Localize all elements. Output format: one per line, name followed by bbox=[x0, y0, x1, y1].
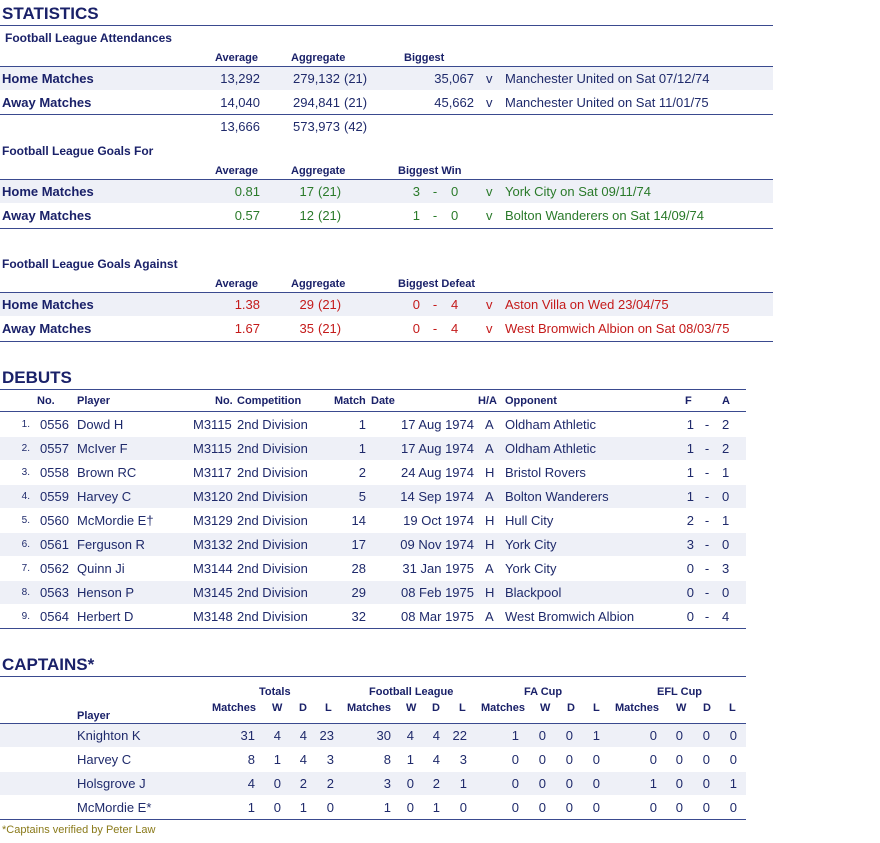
captain-stat-w: 0 bbox=[406, 800, 414, 815]
subheader-matches: Matches bbox=[615, 702, 660, 714]
captain-stat-w: 0 bbox=[406, 776, 414, 791]
score-against: 0 bbox=[451, 208, 459, 223]
row-label: Away Matches bbox=[2, 208, 92, 223]
aggregate-value: 294,841 bbox=[293, 95, 340, 110]
match-date: 09 Nov 1974 bbox=[400, 537, 474, 552]
goals-for-average-header: Average bbox=[215, 165, 259, 177]
group-efl-cup: EFL Cup bbox=[657, 686, 703, 698]
competition: 2nd Division bbox=[237, 489, 308, 504]
match-count: 5 bbox=[358, 489, 366, 504]
captain-stat-matches: 0 bbox=[649, 752, 657, 767]
captain-stat-matches: 31 bbox=[240, 728, 255, 743]
score-dash: - bbox=[704, 537, 710, 552]
match-count: 29 bbox=[351, 585, 366, 600]
player-number: 0561 bbox=[40, 537, 69, 552]
subheader-d: D bbox=[703, 702, 711, 714]
goals-against-title: Football League Goals Against bbox=[2, 257, 178, 271]
biggest-detail: Bolton Wanderers on Sat 14/09/74 bbox=[505, 208, 704, 223]
score-against: 1 bbox=[722, 465, 730, 480]
captain-stat-d: 0 bbox=[702, 800, 710, 815]
captain-stat-w: 4 bbox=[406, 728, 414, 743]
captain-name: McMordie E* bbox=[77, 800, 152, 815]
subheader-w: W bbox=[676, 702, 687, 714]
player-name: Dowd H bbox=[77, 417, 124, 432]
home-away: A bbox=[485, 561, 494, 576]
versus-label: v bbox=[486, 321, 493, 336]
score-against: 4 bbox=[451, 321, 459, 336]
subheader-w: W bbox=[272, 702, 283, 714]
subheader-d: D bbox=[567, 702, 575, 714]
captain-stat-l: 0 bbox=[592, 752, 600, 767]
home-away: A bbox=[485, 417, 494, 432]
row-index: 2. bbox=[21, 443, 30, 454]
captain-stat-l: 3 bbox=[459, 752, 467, 767]
player-number: 0562 bbox=[40, 561, 69, 576]
captain-stat-w: 4 bbox=[273, 728, 281, 743]
score-for: 0 bbox=[412, 297, 420, 312]
captain-stat-l: 2 bbox=[326, 776, 334, 791]
captain-stat-w: 0 bbox=[675, 752, 683, 767]
attendance-biggest-header: Biggest bbox=[404, 52, 445, 64]
player-name: Ferguson R bbox=[77, 537, 145, 552]
captain-stat-l: 0 bbox=[592, 800, 600, 815]
match-date: 14 Sep 1974 bbox=[400, 489, 474, 504]
captain-stat-matches: 1 bbox=[247, 800, 255, 815]
home-away: A bbox=[485, 441, 494, 456]
row-label: Away Matches bbox=[2, 321, 92, 336]
versus-label: v bbox=[486, 184, 493, 199]
biggest-detail: Manchester United on Sat 11/01/75 bbox=[505, 95, 709, 110]
total-aggregate: 573,973 bbox=[293, 119, 340, 134]
group-football-league: Football League bbox=[369, 686, 454, 698]
captain-stat-matches: 30 bbox=[376, 728, 391, 743]
title-rule bbox=[0, 25, 773, 26]
captain-stat-l: 1 bbox=[592, 728, 600, 743]
captain-stat-l: 1 bbox=[459, 776, 467, 791]
captain-stat-matches: 0 bbox=[511, 800, 519, 815]
match-number: M3120 bbox=[193, 489, 233, 504]
captain-stat-matches: 0 bbox=[649, 800, 657, 815]
competition: 2nd Division bbox=[237, 441, 308, 456]
score-against: 3 bbox=[722, 561, 730, 576]
attendance-aggregate-header: Aggregate bbox=[291, 52, 346, 64]
match-date: 17 Aug 1974 bbox=[400, 441, 474, 456]
captain-stat-d: 1 bbox=[299, 800, 307, 815]
captain-stat-matches: 3 bbox=[383, 776, 391, 791]
subheader-l: L bbox=[729, 702, 736, 714]
captain-stat-w: 0 bbox=[538, 752, 546, 767]
score-dash: - bbox=[432, 297, 438, 312]
captain-stat-d: 0 bbox=[702, 776, 710, 791]
subheader-w: W bbox=[540, 702, 551, 714]
versus-label: v bbox=[486, 95, 493, 110]
captain-stat-d: 1 bbox=[432, 800, 440, 815]
player-name: Herbert D bbox=[77, 609, 134, 624]
captain-stat-l: 3 bbox=[326, 752, 334, 767]
match-number: M3148 bbox=[193, 609, 233, 624]
attendance-average-header: Average bbox=[215, 52, 259, 64]
row-index: 3. bbox=[21, 467, 30, 478]
row-index: 6. bbox=[21, 539, 30, 550]
player-name: McMordie E† bbox=[77, 513, 154, 528]
subheader-matches: Matches bbox=[481, 702, 526, 714]
score-dash: - bbox=[704, 585, 710, 600]
score-dash: - bbox=[432, 208, 438, 223]
score-against: 2 bbox=[722, 417, 730, 432]
score-against: 0 bbox=[722, 489, 730, 504]
biggest-detail: York City on Sat 09/11/74 bbox=[505, 184, 651, 199]
match-number: M3117 bbox=[193, 465, 232, 480]
captain-stat-d: 0 bbox=[565, 776, 573, 791]
versus-label: v bbox=[486, 297, 493, 312]
home-away: H bbox=[485, 513, 495, 528]
captain-stat-matches: 1 bbox=[511, 728, 519, 743]
player-name: Henson P bbox=[77, 585, 135, 600]
captain-stat-l: 22 bbox=[452, 728, 467, 743]
player-name: Quinn Ji bbox=[77, 561, 125, 576]
competition: 2nd Division bbox=[237, 465, 308, 480]
captain-name: Knighton K bbox=[77, 728, 141, 743]
captain-stat-matches: 8 bbox=[383, 752, 391, 767]
home-away: H bbox=[485, 537, 495, 552]
biggest-detail: Aston Villa on Wed 23/04/75 bbox=[505, 297, 669, 312]
captain-stat-l: 1 bbox=[729, 776, 737, 791]
captain-stat-matches: 1 bbox=[383, 800, 391, 815]
versus-label: v bbox=[486, 71, 493, 86]
match-number: M3145 bbox=[193, 585, 233, 600]
captain-stat-w: 0 bbox=[538, 800, 546, 815]
subheader-d: D bbox=[299, 702, 307, 714]
header-a: A bbox=[722, 395, 730, 407]
player-number: 0564 bbox=[40, 609, 69, 624]
header-competition: Competition bbox=[237, 395, 302, 407]
score-dash: - bbox=[432, 184, 438, 199]
match-count: 1 bbox=[358, 417, 366, 432]
match-date: 08 Feb 1975 bbox=[400, 585, 474, 600]
aggregate-value: 12 bbox=[299, 208, 314, 223]
opponent: Hull City bbox=[505, 513, 554, 528]
captain-stat-l: 23 bbox=[319, 728, 334, 743]
average-value: 1.38 bbox=[234, 297, 260, 312]
aggregate-value: 279,132 bbox=[293, 71, 340, 86]
score-for: 1 bbox=[686, 489, 694, 504]
score-dash: - bbox=[704, 417, 710, 432]
captain-stat-matches: 4 bbox=[247, 776, 255, 791]
match-number: M3132 bbox=[193, 537, 233, 552]
header-match-no: No. bbox=[215, 395, 233, 407]
score-dash: - bbox=[432, 321, 438, 336]
match-count: 28 bbox=[351, 561, 366, 576]
captain-stat-l: 0 bbox=[729, 728, 737, 743]
games-count: (21) bbox=[344, 95, 368, 110]
aggregate-value: 29 bbox=[299, 297, 314, 312]
subheader-l: L bbox=[459, 702, 466, 714]
games-count: (21) bbox=[344, 71, 368, 86]
score-dash: - bbox=[704, 465, 710, 480]
games-count: (21) bbox=[318, 321, 342, 336]
captain-stat-d: 2 bbox=[432, 776, 440, 791]
subheader-matches: Matches bbox=[347, 702, 392, 714]
captain-stat-w: 0 bbox=[273, 776, 281, 791]
row-label: Away Matches bbox=[2, 95, 92, 110]
header-player: Player bbox=[77, 710, 111, 722]
subheader-l: L bbox=[325, 702, 332, 714]
header-player: Player bbox=[77, 395, 111, 407]
subheader-matches: Matches bbox=[212, 702, 257, 714]
match-count: 32 bbox=[351, 609, 366, 624]
biggest-detail: West Bromwich Albion on Sat 08/03/75 bbox=[505, 321, 730, 336]
score-against: 0 bbox=[722, 585, 730, 600]
player-number: 0559 bbox=[40, 489, 69, 504]
captain-stat-w: 0 bbox=[675, 800, 683, 815]
games-count: (21) bbox=[318, 208, 342, 223]
captain-stat-d: 0 bbox=[702, 728, 710, 743]
opponent: York City bbox=[505, 537, 557, 552]
subheader-l: L bbox=[593, 702, 600, 714]
games-count: (21) bbox=[318, 297, 342, 312]
captain-stat-d: 4 bbox=[299, 752, 307, 767]
score-against: 2 bbox=[722, 441, 730, 456]
competition: 2nd Division bbox=[237, 417, 308, 432]
match-date: 31 Jan 1975 bbox=[402, 561, 474, 576]
match-count: 2 bbox=[358, 465, 366, 480]
row-index: 9. bbox=[21, 611, 30, 622]
statistics-title: STATISTICS bbox=[2, 4, 99, 23]
home-away: A bbox=[485, 609, 494, 624]
row-label: Home Matches bbox=[2, 184, 94, 199]
score-dash: - bbox=[704, 561, 710, 576]
match-number: M3115 bbox=[193, 417, 232, 432]
goals-against-average-header: Average bbox=[215, 278, 259, 290]
score-for: 1 bbox=[412, 208, 420, 223]
opponent: Bolton Wanderers bbox=[505, 489, 609, 504]
player-number: 0563 bbox=[40, 585, 69, 600]
score-for: 3 bbox=[686, 537, 694, 552]
match-number: M3144 bbox=[193, 561, 233, 576]
header-match: Match bbox=[334, 395, 366, 407]
competition: 2nd Division bbox=[237, 537, 308, 552]
score-for: 0 bbox=[412, 321, 420, 336]
header-f: F bbox=[685, 395, 692, 407]
match-number: M3115 bbox=[193, 441, 232, 456]
captain-stat-l: 0 bbox=[326, 800, 334, 815]
score-for: 0 bbox=[686, 561, 694, 576]
captain-stat-w: 1 bbox=[273, 752, 281, 767]
match-count: 17 bbox=[351, 537, 366, 552]
score-dash: - bbox=[704, 489, 710, 504]
total-games: (42) bbox=[344, 119, 368, 134]
header-opponent: Opponent bbox=[505, 395, 557, 407]
attendance-title: Football League Attendances bbox=[5, 31, 172, 45]
player-number: 0557 bbox=[40, 441, 69, 456]
average-value: 13,292 bbox=[220, 71, 260, 86]
opponent: Bristol Rovers bbox=[505, 465, 586, 480]
score-for: 3 bbox=[412, 184, 420, 199]
captain-stat-l: 0 bbox=[459, 800, 467, 815]
group-totals: Totals bbox=[259, 686, 291, 698]
header-date: Date bbox=[371, 395, 395, 407]
score-against: 4 bbox=[722, 609, 730, 624]
match-date: 08 Mar 1975 bbox=[401, 609, 474, 624]
average-value: 0.57 bbox=[234, 208, 260, 223]
captain-stat-matches: 0 bbox=[511, 752, 519, 767]
games-count: (21) bbox=[318, 184, 342, 199]
captain-stat-w: 0 bbox=[273, 800, 281, 815]
aggregate-value: 17 bbox=[299, 184, 314, 199]
opponent: York City bbox=[505, 561, 557, 576]
goals-against-aggregate-header: Aggregate bbox=[291, 278, 346, 290]
captain-stat-w: 0 bbox=[538, 728, 546, 743]
row-label: Home Matches bbox=[2, 71, 94, 86]
opponent: Blackpool bbox=[505, 585, 562, 600]
competition: 2nd Division bbox=[237, 585, 308, 600]
score-against: 0 bbox=[451, 184, 459, 199]
captain-stat-l: 0 bbox=[729, 800, 737, 815]
row-index: 4. bbox=[21, 491, 30, 502]
score-for: 0 bbox=[686, 585, 694, 600]
score-for: 1 bbox=[686, 465, 694, 480]
captain-stat-d: 0 bbox=[565, 800, 573, 815]
home-away: H bbox=[485, 465, 495, 480]
captain-stat-d: 0 bbox=[702, 752, 710, 767]
goals-for-aggregate-header: Aggregate bbox=[291, 165, 346, 177]
match-number: M3129 bbox=[193, 513, 233, 528]
biggest-value: 45,662 bbox=[434, 95, 474, 110]
row-index: 7. bbox=[21, 563, 30, 574]
match-date: 17 Aug 1974 bbox=[400, 417, 474, 432]
opponent: Oldham Athletic bbox=[505, 417, 597, 432]
score-for: 0 bbox=[686, 609, 694, 624]
score-dash: - bbox=[704, 513, 710, 528]
score-for: 2 bbox=[686, 513, 694, 528]
captain-stat-w: 0 bbox=[675, 728, 683, 743]
total-average: 13,666 bbox=[220, 119, 260, 134]
aggregate-value: 35 bbox=[299, 321, 314, 336]
debuts-title: DEBUTS bbox=[2, 368, 72, 387]
captain-stat-l: 0 bbox=[729, 752, 737, 767]
score-for: 1 bbox=[686, 441, 694, 456]
captain-stat-matches: 0 bbox=[649, 728, 657, 743]
captain-name: Holsgrove J bbox=[77, 776, 146, 791]
average-value: 14,040 bbox=[220, 95, 260, 110]
score-against: 1 bbox=[722, 513, 730, 528]
opponent: Oldham Athletic bbox=[505, 441, 597, 456]
score-dash: - bbox=[704, 441, 710, 456]
goals-for-title: Football League Goals For bbox=[2, 144, 154, 158]
score-against: 4 bbox=[451, 297, 459, 312]
captains-title: CAPTAINS* bbox=[2, 655, 95, 674]
match-date: 24 Aug 1974 bbox=[400, 465, 474, 480]
group-fa-cup: FA Cup bbox=[524, 686, 563, 698]
score-dash: - bbox=[704, 609, 710, 624]
home-away: H bbox=[485, 585, 495, 600]
header-ha: H/A bbox=[478, 395, 497, 407]
row-index: 8. bbox=[21, 587, 30, 598]
biggest-value: 35,067 bbox=[434, 71, 474, 86]
competition: 2nd Division bbox=[237, 513, 308, 528]
player-number: 0556 bbox=[40, 417, 69, 432]
captain-stat-d: 0 bbox=[565, 752, 573, 767]
captain-stat-d: 2 bbox=[299, 776, 307, 791]
captain-stat-d: 0 bbox=[565, 728, 573, 743]
match-date: 19 Oct 1974 bbox=[403, 513, 474, 528]
subheader-d: D bbox=[432, 702, 440, 714]
captain-stat-matches: 0 bbox=[511, 776, 519, 791]
captain-stat-d: 4 bbox=[299, 728, 307, 743]
captain-stat-w: 1 bbox=[406, 752, 414, 767]
captain-name: Harvey C bbox=[77, 752, 132, 767]
captain-stat-matches: 8 bbox=[247, 752, 255, 767]
captain-stat-w: 0 bbox=[538, 776, 546, 791]
competition: 2nd Division bbox=[237, 561, 308, 576]
biggest-detail: Manchester United on Sat 07/12/74 bbox=[505, 71, 710, 86]
versus-label: v bbox=[486, 208, 493, 223]
home-away: A bbox=[485, 489, 494, 504]
match-count: 14 bbox=[351, 513, 366, 528]
captain-stat-l: 0 bbox=[592, 776, 600, 791]
opponent: West Bromwich Albion bbox=[505, 609, 635, 624]
captain-stat-d: 4 bbox=[432, 728, 440, 743]
player-name: Brown RC bbox=[77, 465, 137, 480]
average-value: 1.67 bbox=[234, 321, 260, 336]
player-number: 0558 bbox=[40, 465, 69, 480]
player-number: 0560 bbox=[40, 513, 69, 528]
goals-against-biggest-header: Biggest Defeat bbox=[398, 278, 476, 290]
captain-stat-d: 4 bbox=[432, 752, 440, 767]
header-no: No. bbox=[37, 395, 55, 407]
player-name: McIver F bbox=[77, 441, 128, 456]
captain-stat-matches: 1 bbox=[649, 776, 657, 791]
average-value: 0.81 bbox=[234, 184, 260, 199]
row-index: 1. bbox=[21, 419, 30, 430]
row-label: Home Matches bbox=[2, 297, 94, 312]
subheader-w: W bbox=[406, 702, 417, 714]
score-for: 1 bbox=[686, 417, 694, 432]
captain-stat-w: 0 bbox=[675, 776, 683, 791]
row-index: 5. bbox=[21, 515, 30, 526]
competition: 2nd Division bbox=[237, 609, 308, 624]
match-count: 1 bbox=[358, 441, 366, 456]
score-against: 0 bbox=[722, 537, 730, 552]
captains-footnote: *Captains verified by Peter Law bbox=[2, 824, 156, 836]
goals-for-biggest-header: Biggest Win bbox=[398, 165, 462, 177]
player-name: Harvey C bbox=[77, 489, 132, 504]
